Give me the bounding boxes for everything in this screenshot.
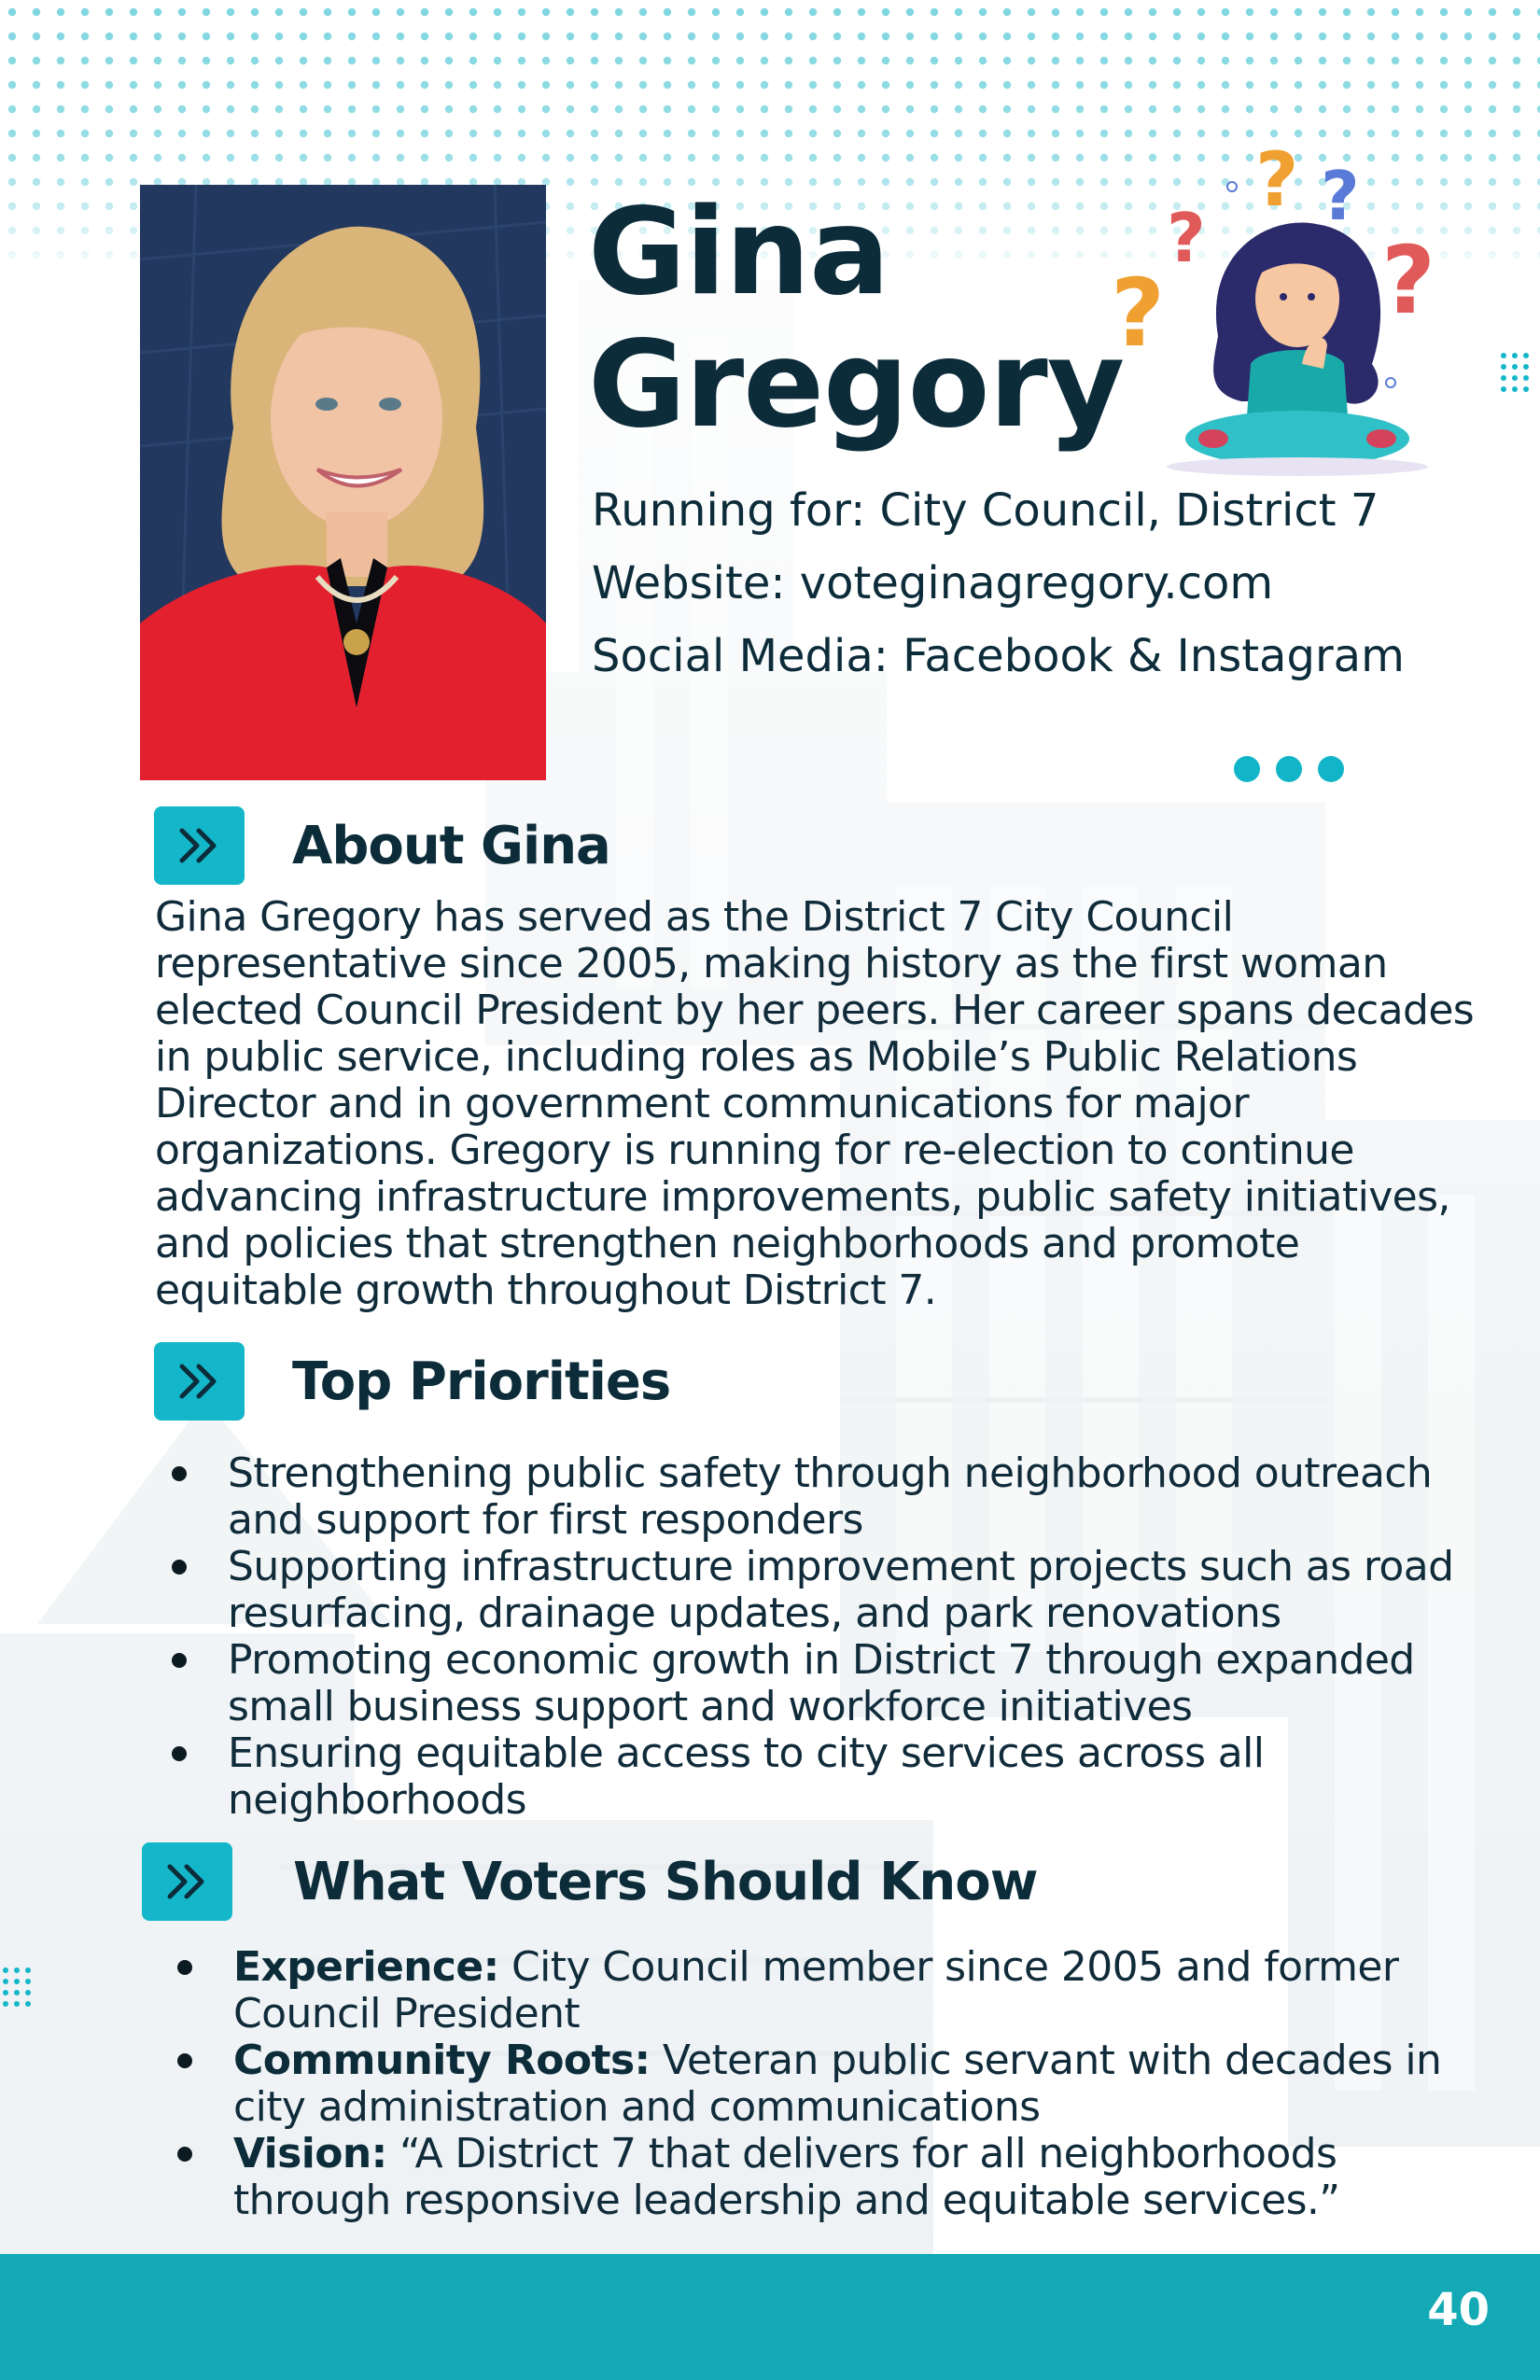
footer-bar <box>0 2254 1540 2380</box>
candidate-first-name: Gina <box>588 183 889 322</box>
double-chevron-right-icon <box>154 806 245 885</box>
list-item-term: Community Roots: <box>233 2037 651 2084</box>
bullet-icon <box>172 1466 187 1481</box>
priorities-heading: Top Priorities <box>292 1351 671 1412</box>
double-chevron-right-icon <box>142 1842 232 1921</box>
list-item <box>233 2131 1441 2224</box>
website-text: Website: voteginagregory.com <box>592 557 1274 609</box>
about-line: elected Council President by her peers. Her career spans decades <box>155 987 1475 1034</box>
voters-section-header <box>142 1842 1038 1921</box>
candidate-name <box>588 183 1125 455</box>
bullet-icon <box>177 2053 192 2068</box>
list-item-text: City Council member since 2005 and former <box>498 1943 1399 1991</box>
list-item-term: Experience: <box>233 1943 499 1991</box>
list-item <box>228 1730 1453 1824</box>
voters-heading: What Voters Should Know <box>293 1851 1038 1912</box>
dotted-pattern-left <box>0 1965 37 2021</box>
list-item <box>228 1450 1453 1544</box>
about-line: organizations. Gregory is running for re-election to continue <box>155 1127 1354 1174</box>
list-item-text: and support for first responders <box>228 1496 863 1544</box>
about-line: in public service, including roles as Mobile’s Public Relations <box>155 1033 1358 1081</box>
about-paragraph <box>155 894 1480 1314</box>
list-item <box>228 1544 1453 1637</box>
list-item-term: Vision: <box>233 2130 387 2177</box>
list-item-text: resurfacing, drainage updates, and park renovations <box>228 1589 1281 1637</box>
thinking-woman-illustration <box>1111 131 1475 485</box>
about-line: representative since 2005, making history as the first woman <box>155 940 1388 987</box>
candidate-photo <box>140 185 546 780</box>
decorative-dots <box>1234 756 1344 782</box>
dotted-pattern-right <box>1498 350 1535 406</box>
bullet-icon <box>177 2147 192 2162</box>
priorities-section-header <box>154 1342 671 1421</box>
list-item-text: Council President <box>233 1990 581 2037</box>
about-section-header <box>154 806 610 885</box>
dot <box>1276 756 1302 782</box>
bullet-icon <box>172 1560 187 1575</box>
double-chevron-right-icon <box>154 1342 245 1421</box>
list-item-text: small business support and workforce initiatives <box>228 1683 1193 1730</box>
svg-text:?: ? <box>1321 157 1360 235</box>
svg-text:?: ? <box>1381 226 1436 335</box>
svg-text:?: ? <box>1167 199 1206 277</box>
social-media-text: Social Media: Facebook & Instagram <box>592 630 1405 682</box>
list-item-text: Ensuring equitable access to city services across all <box>228 1729 1265 1777</box>
about-line: advancing infrastructure improvements, public safety initiatives, <box>155 1173 1450 1221</box>
about-line: Director and in government communications for major <box>155 1080 1249 1127</box>
candidate-last-name: Gregory <box>588 315 1125 455</box>
list-item <box>228 1637 1453 1730</box>
svg-text:?: ? <box>1255 136 1299 223</box>
list-item-text: “A District 7 that delivers for all neighborhoods <box>386 2130 1337 2177</box>
dot <box>1318 756 1344 782</box>
bullet-icon <box>172 1746 187 1761</box>
about-line: Gina Gregory has served as the District 7 City Council <box>155 893 1234 941</box>
list-item-text: Veteran public servant with decades in <box>650 2037 1442 2084</box>
list-item <box>233 1944 1441 2037</box>
bullet-icon <box>172 1653 187 1668</box>
about-line: equitable growth throughout District 7. <box>155 1267 937 1314</box>
list-item <box>233 2037 1441 2131</box>
voters-list <box>233 1944 1441 2224</box>
candidate-info <box>592 474 1405 693</box>
running-for-text: Running for: City Council, District 7 <box>592 484 1379 537</box>
bullet-icon <box>177 1960 192 1975</box>
list-item-text: Promoting economic growth in District 7 through expanded <box>228 1636 1415 1684</box>
about-heading: About Gina <box>292 815 610 876</box>
page-number: 40 <box>1427 2284 1490 2336</box>
priorities-list <box>228 1450 1453 1824</box>
list-item-text: through responsive leadership and equitable services.” <box>233 2177 1340 2224</box>
list-item-text: Strengthening public safety through neighborhood outreach <box>228 1449 1433 1497</box>
dot <box>1234 756 1260 782</box>
svg-text:?: ? <box>1111 259 1166 368</box>
list-item-text: city administration and communications <box>233 2083 1041 2131</box>
list-item-text: neighborhoods <box>228 1776 526 1824</box>
list-item-text: Supporting infrastructure improvement projects such as road <box>228 1543 1454 1590</box>
about-line: and policies that strengthen neighborhoods and promote <box>155 1220 1300 1267</box>
